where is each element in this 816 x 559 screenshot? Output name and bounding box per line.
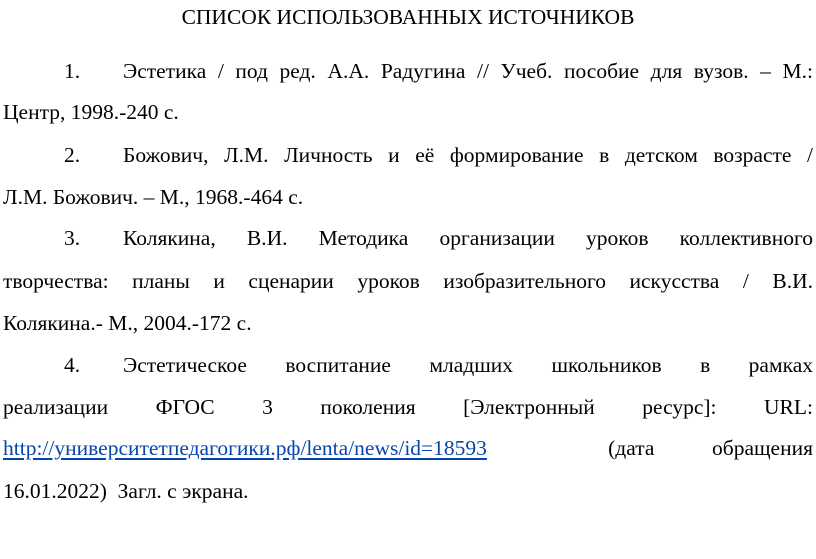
reference-2-continuation: Л.М. Божович. – М., 1968.-464 с.	[3, 185, 304, 209]
reference-text: Эстетическое воспитание младших школьников в рамках	[123, 353, 813, 377]
reference-4	[64, 352, 813, 378]
reference-text: Божович, Л.М. Личность и её формирование в детском возрасте /	[123, 143, 813, 167]
reference-4-url-line	[3, 435, 813, 461]
reference-3-continuation: Колякина.- М., 2004.-172 с.	[3, 311, 252, 335]
reference-1-continuation: Центр, 1998.-240 с.	[3, 100, 179, 124]
reference-number: 2.	[64, 143, 81, 167]
reference-4-continuation: реализации ФГОС 3 поколения [Электронный ресурс]: URL:	[3, 395, 813, 419]
reference-number: 1.	[64, 59, 81, 83]
reference-text: Колякина, В.И. Методика организации уроков коллективного	[123, 226, 813, 250]
access-date-label: (дата обращения	[608, 436, 813, 460]
page-title: СПИСОК ИСПОЛЬЗОВАННЫХ ИСТОЧНИКОВ	[181, 5, 635, 29]
reference-number: 4.	[64, 353, 81, 377]
reference-4-continuation: 16.01.2022) Загл. с экрана.	[3, 479, 249, 503]
reference-1	[64, 58, 813, 84]
reference-2	[64, 142, 813, 168]
reference-number: 3.	[64, 226, 81, 250]
reference-3	[64, 225, 813, 251]
reference-text: Эстетика / под ред. А.А. Радугина // Учеб. пособие для вузов. – М.:	[123, 59, 813, 83]
reference-url-link[interactable]: http://университетпедагогики.рф/lenta/news/id=18593	[3, 436, 487, 460]
reference-3-continuation: творчества: планы и сценарии уроков изобразительного искусства / В.И.	[3, 269, 813, 293]
